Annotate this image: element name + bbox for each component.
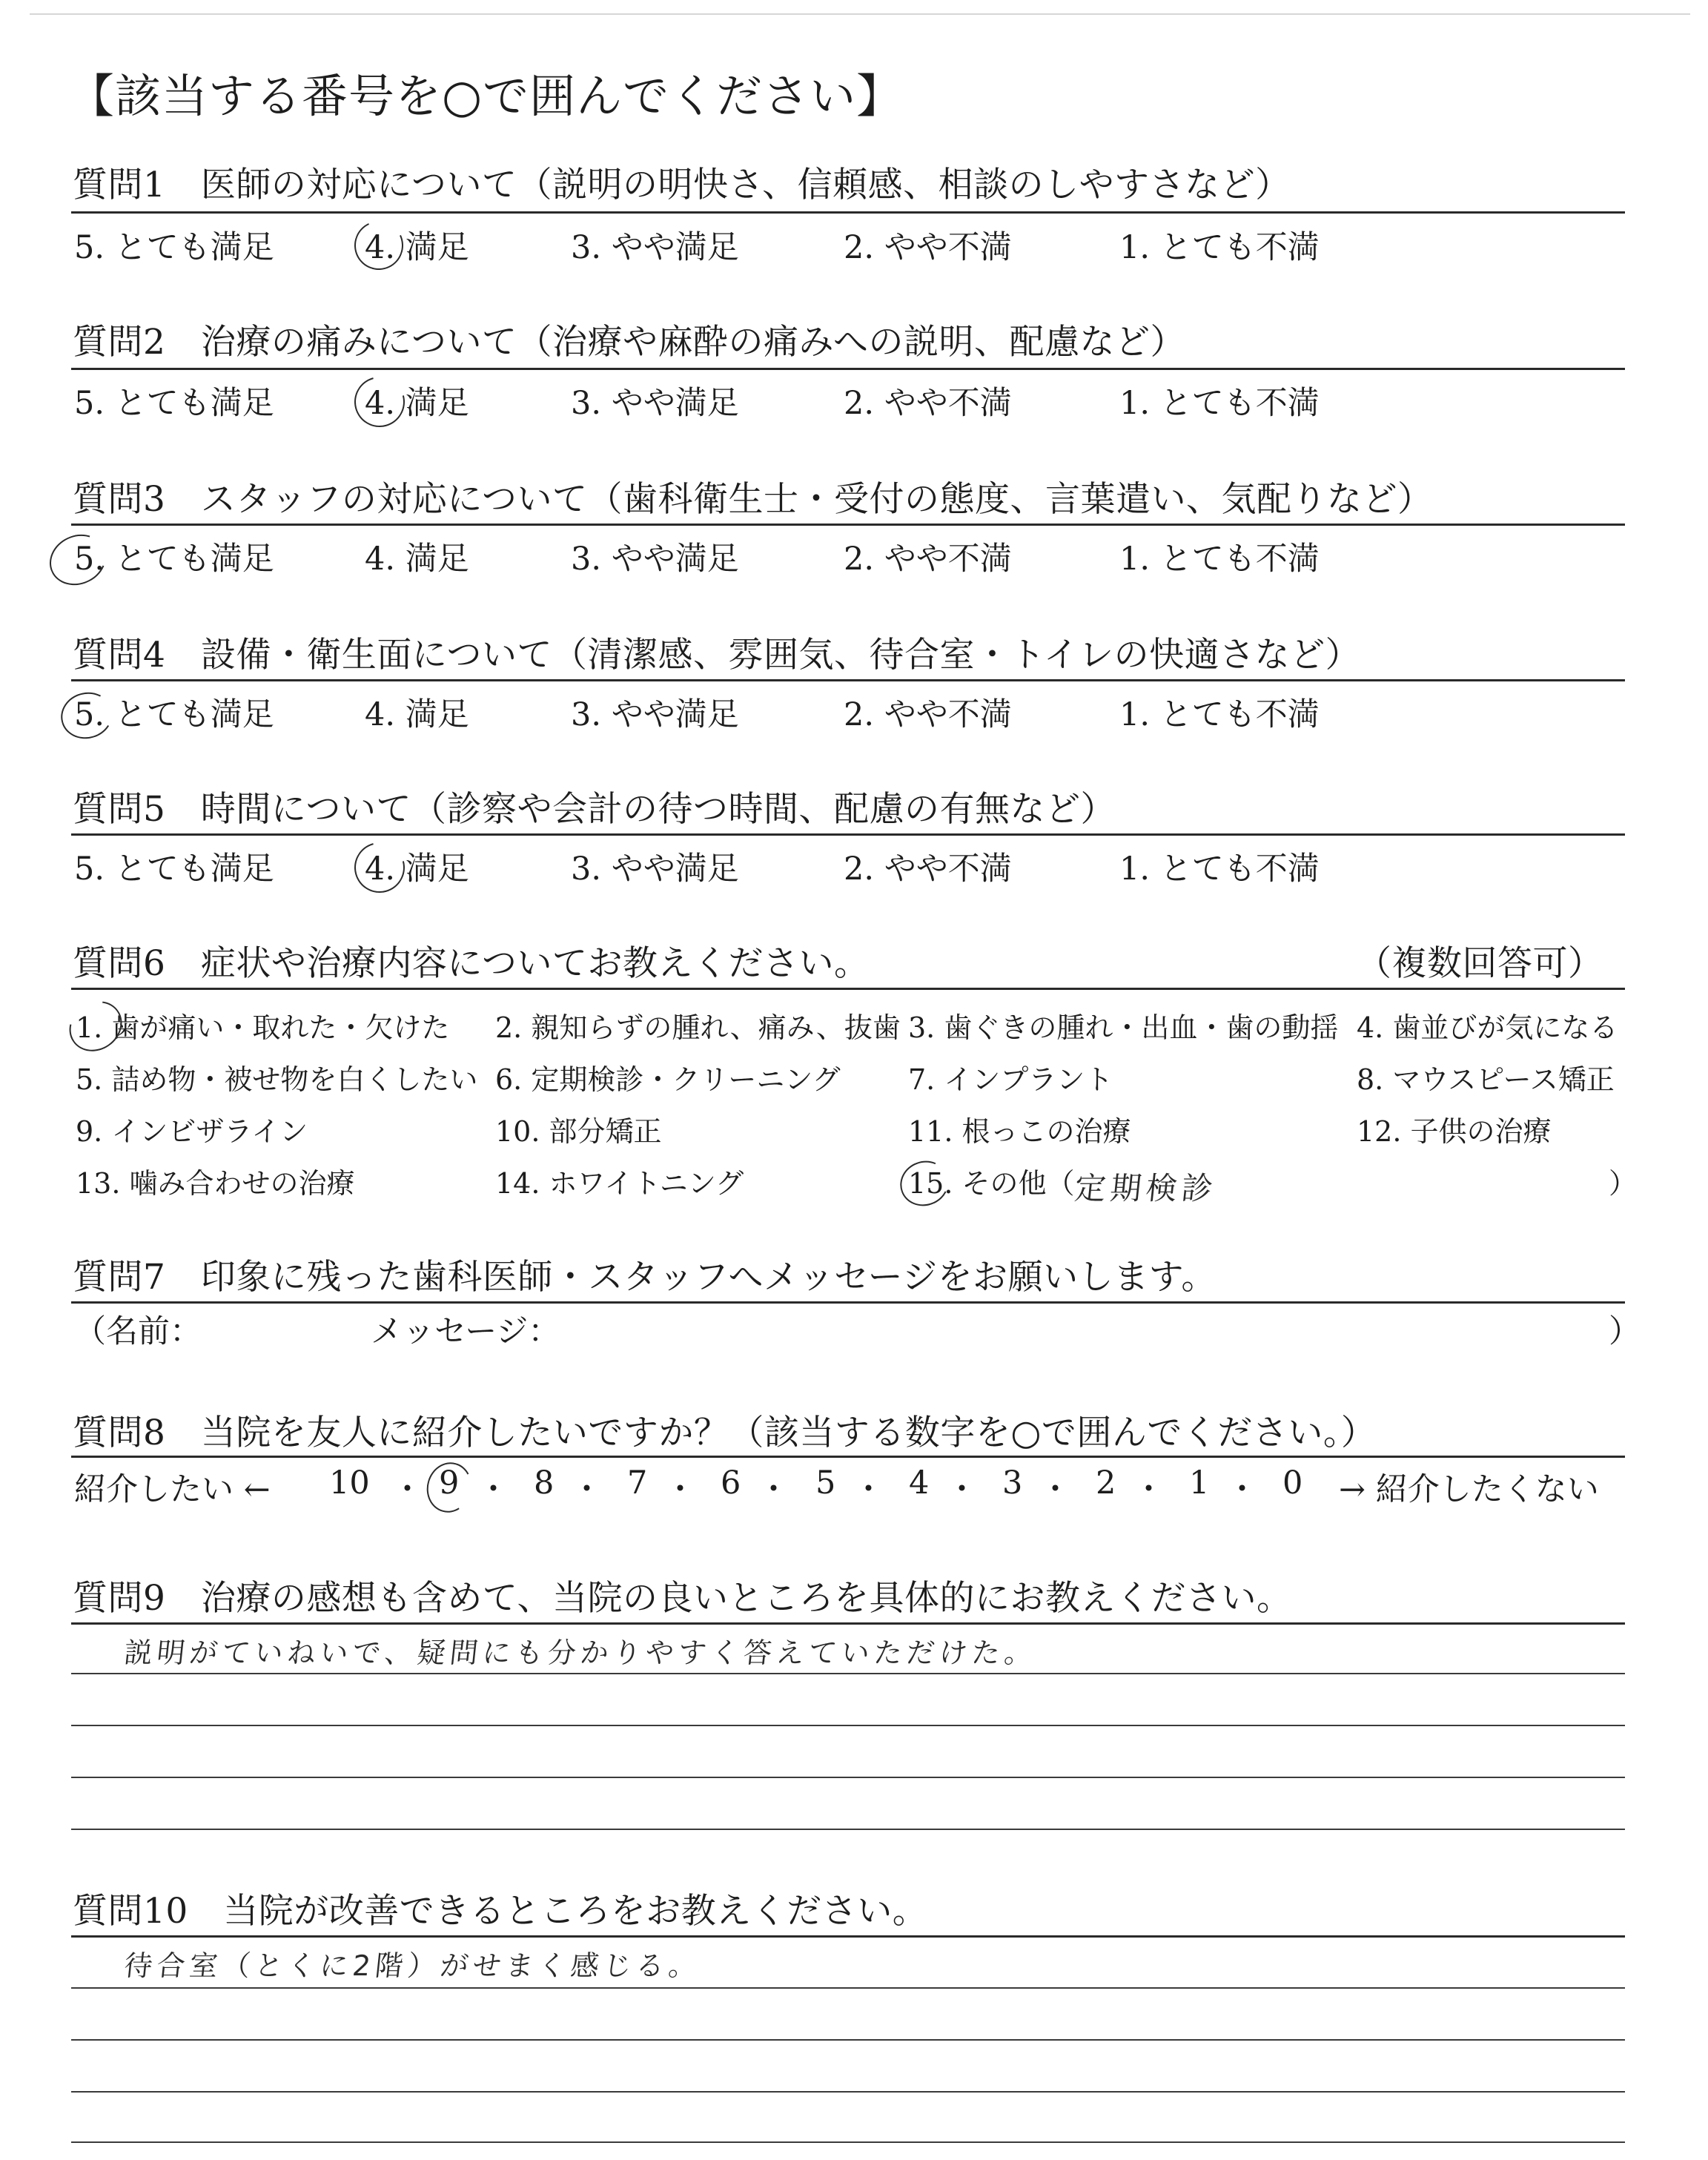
q3-option-4[interactable]: 4. 満足 xyxy=(365,541,469,578)
q3-option-1[interactable]: 1. とても不満 xyxy=(1119,541,1320,578)
q8-scale-4[interactable]: 4 xyxy=(909,1464,930,1502)
q8-scale-5[interactable]: 5 xyxy=(815,1464,836,1502)
q2-option-2[interactable]: 2. やや不満 xyxy=(844,385,1012,422)
q4-option-2[interactable]: 2. やや不満 xyxy=(844,696,1012,733)
q10-writing-line xyxy=(71,2091,1625,2093)
q6-option-10[interactable]: 10. 部分矯正 xyxy=(495,1115,662,1148)
q2-title: 質問2 治療の痛みについて（治療や麻酔の痛みへの説明、配慮など） xyxy=(73,322,1186,363)
q2-option-4[interactable]: 4. 満足 xyxy=(365,385,469,422)
q8-scale-9[interactable]: 9 xyxy=(439,1464,460,1502)
q6-option-9[interactable]: 9. インビザライン xyxy=(76,1115,308,1148)
q8-rule xyxy=(71,1456,1625,1458)
page-heading: 【該当する番号を○で囲んでください】 xyxy=(68,69,904,123)
q6-option-3[interactable]: 3. 歯ぐきの腫れ・出血・歯の動揺 xyxy=(908,1011,1339,1044)
q6-multiple-note: （複数回答可） xyxy=(1357,943,1603,984)
q8-separator: ・ xyxy=(571,1471,603,1508)
q7-name-label: （名前： xyxy=(74,1313,202,1350)
q8-right-label: → 紹介したくない xyxy=(1339,1471,1599,1508)
q8-scale-0[interactable]: 0 xyxy=(1282,1464,1303,1502)
q6-other-close-paren: ） xyxy=(1609,1167,1638,1200)
q6-option-14[interactable]: 14. ホワイトニング xyxy=(495,1167,744,1200)
q8-separator: ・ xyxy=(1039,1471,1071,1508)
q3-title: 質問3 スタッフの対応について（歯科衛生士・受付の態度、言葉遣い、気配りなど） xyxy=(73,479,1433,520)
q10-writing-line xyxy=(71,2141,1625,2143)
q6-option-7[interactable]: 7. インプラント xyxy=(908,1063,1113,1096)
q4-title: 質問4 設備・衛生面について（清潔感、雰囲気、待合室・トイレの快適さなど） xyxy=(73,635,1361,676)
q8-scale-10[interactable]: 10 xyxy=(329,1464,370,1502)
q8-left-label: 紹介したい ← xyxy=(74,1471,271,1508)
q1-option-1[interactable]: 1. とても不満 xyxy=(1119,229,1320,266)
q8-separator: ・ xyxy=(1226,1471,1258,1508)
q8-separator: ・ xyxy=(391,1471,423,1508)
q6-selection-circle-1 xyxy=(59,991,131,1062)
q6-option-1[interactable]: 1. 歯が痛い・取れた・欠けた xyxy=(76,1011,450,1044)
q6-option-8[interactable]: 8. マウスピース矯正 xyxy=(1357,1063,1615,1096)
q6-option-15[interactable]: 15. その他（ xyxy=(908,1167,1075,1200)
q9-writing-line xyxy=(71,1725,1625,1726)
q8-scale-8[interactable]: 8 xyxy=(534,1464,555,1502)
q8-separator: ・ xyxy=(853,1471,884,1508)
q1-option-2[interactable]: 2. やや不満 xyxy=(844,229,1012,266)
q6-option-5[interactable]: 5. 詰め物・被せ物を白くしたい xyxy=(76,1063,478,1096)
q8-title: 質問8 当院を友人に紹介したいですか？（該当する数字を○で囲んでください。） xyxy=(73,1413,1377,1453)
q8-separator: ・ xyxy=(664,1471,696,1508)
top-border xyxy=(30,13,1690,15)
q6-option-13[interactable]: 13. 噛み合わせの治療 xyxy=(76,1167,355,1200)
q8-scale-1[interactable]: 1 xyxy=(1189,1464,1210,1502)
q1-title: 質問1 医師の対応について（説明の明快さ、信頼感、相談のしやすさなど） xyxy=(73,165,1291,205)
q4-option-5[interactable]: 5. とても満足 xyxy=(74,696,274,733)
q8-scale-3[interactable]: 3 xyxy=(1002,1464,1023,1502)
q7-close-paren: ） xyxy=(1609,1313,1641,1350)
q6-other-answer: 定期検診 xyxy=(1073,1170,1219,1206)
q10-title: 質問10 当院が改善できるところをお教えください。 xyxy=(73,1891,928,1932)
q8-scale-7[interactable]: 7 xyxy=(627,1464,648,1502)
q9-writing-line xyxy=(71,1829,1625,1830)
q8-separator: ・ xyxy=(477,1471,509,1508)
q9-rule xyxy=(71,1622,1625,1625)
q5-option-3[interactable]: 3. やや満足 xyxy=(571,851,739,888)
q7-message-label: メッセージ： xyxy=(371,1313,560,1350)
q10-handwritten-answer: 待合室（とくに2階）がせまく感じる。 xyxy=(122,1949,704,1982)
q4-option-3[interactable]: 3. やや満足 xyxy=(571,696,739,733)
q5-option-2[interactable]: 2. やや不満 xyxy=(844,851,1012,888)
q9-title: 質問9 治療の感想も含めて、当院の良いところを具体的にお教えください。 xyxy=(73,1578,1292,1619)
q10-rule xyxy=(71,1935,1625,1938)
q8-separator: ・ xyxy=(1133,1471,1165,1508)
q8-selection-circle xyxy=(421,1457,477,1517)
q2-option-5[interactable]: 5. とても満足 xyxy=(74,385,274,422)
q8-scale-2[interactable]: 2 xyxy=(1096,1464,1116,1502)
q5-title: 質問5 時間について（診察や会計の待つ時間、配慮の有無など） xyxy=(73,789,1116,830)
q6-option-2[interactable]: 2. 親知らずの腫れ、痛み、抜歯 xyxy=(495,1011,901,1044)
q6-option-4[interactable]: 4. 歯並びが気になる xyxy=(1357,1011,1618,1044)
q10-writing-line xyxy=(71,2039,1625,2041)
q5-option-4[interactable]: 4. 満足 xyxy=(365,851,469,888)
q3-option-3[interactable]: 3. やや満足 xyxy=(571,541,739,578)
q5-rule xyxy=(71,833,1625,836)
q6-rule xyxy=(71,988,1625,990)
q6-option-6[interactable]: 6. 定期検診・クリーニング xyxy=(495,1063,841,1096)
q1-rule xyxy=(71,211,1625,214)
q8-scale-6[interactable]: 6 xyxy=(721,1464,741,1502)
q2-option-1[interactable]: 1. とても不満 xyxy=(1119,385,1320,422)
q8-separator: ・ xyxy=(758,1471,790,1508)
q3-rule xyxy=(71,524,1625,526)
q9-writing-line xyxy=(71,1673,1625,1674)
q6-option-12[interactable]: 12. 子供の治療 xyxy=(1357,1115,1552,1148)
q2-option-3[interactable]: 3. やや満足 xyxy=(571,385,739,422)
q9-writing-line xyxy=(71,1777,1625,1778)
q6-title: 質問6 症状や治療内容についてお教えください。 xyxy=(73,943,870,984)
q7-title: 質問7 印象に残った歯科医師・スタッフへメッセージをお願いします。 xyxy=(73,1257,1217,1298)
q6-option-11[interactable]: 11. 根っこの治療 xyxy=(908,1115,1131,1148)
q5-option-5[interactable]: 5. とても満足 xyxy=(74,851,274,888)
q4-option-1[interactable]: 1. とても不満 xyxy=(1119,696,1320,733)
q1-option-3[interactable]: 3. やや満足 xyxy=(571,229,739,266)
q7-rule xyxy=(71,1301,1625,1304)
q4-rule xyxy=(71,679,1625,681)
q1-option-5[interactable]: 5. とても満足 xyxy=(74,229,274,266)
q1-option-4[interactable]: 4. 満足 xyxy=(365,229,469,266)
q10-writing-line xyxy=(71,1987,1625,1989)
q8-separator: ・ xyxy=(946,1471,978,1508)
q9-handwritten-answer: 説明がていねいで、疑問にも分かりやすく答えていただけた。 xyxy=(122,1636,1039,1669)
q2-rule xyxy=(71,368,1625,370)
q3-option-5[interactable]: 5. とても満足 xyxy=(74,541,274,578)
q3-option-2[interactable]: 2. やや不満 xyxy=(844,541,1012,578)
q4-option-4[interactable]: 4. 満足 xyxy=(365,696,469,733)
q5-option-1[interactable]: 1. とても不満 xyxy=(1119,851,1320,888)
